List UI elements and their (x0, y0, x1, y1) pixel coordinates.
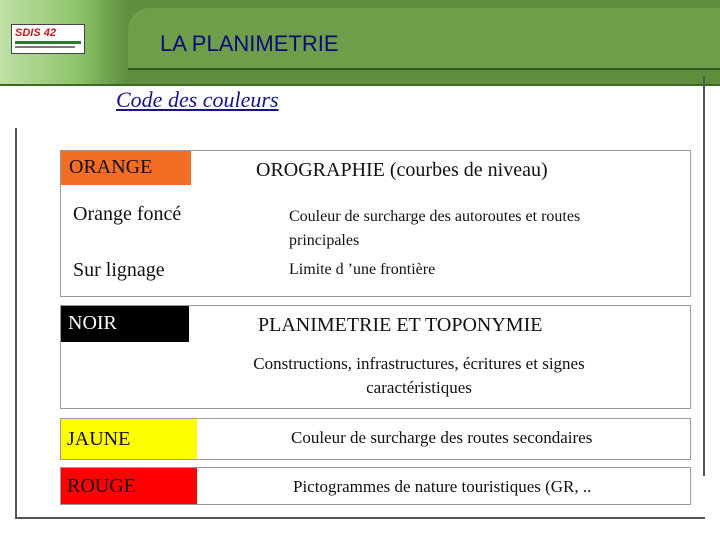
rouge-section (60, 467, 691, 505)
subtitle: Code des couleurs (116, 87, 279, 112)
jaune-tag-label: JAUNE (67, 428, 131, 450)
noir-text: Constructions, infrastructures, écritures et signes caractéristiques (253, 354, 585, 397)
logo-stripe (15, 41, 81, 44)
jaune-swatch (61, 419, 197, 459)
frame-left-border (15, 128, 17, 518)
orange-row-1-label: Orange foncé (73, 203, 182, 225)
orange-row-1-text: Couleur de surcharge des autoroutes et routes principales (289, 208, 581, 249)
sdis-logo (11, 24, 85, 54)
noir-section (60, 305, 691, 409)
noir-heading: PLANIMETRIE ET TOPONYMIE (258, 314, 543, 336)
orange-row-2-text: Limite d ’une frontière (289, 261, 436, 278)
logo-fine-print (15, 46, 75, 48)
orange-swatch (61, 151, 191, 185)
page-title: LA PLANIMETRIE (160, 31, 339, 56)
frame-right-border (703, 76, 705, 476)
orange-section (60, 150, 691, 297)
rouge-swatch (61, 468, 197, 504)
rouge-text: Pictogrammes de nature touristiques (GR, .. (293, 477, 592, 496)
jaune-section (60, 418, 691, 460)
orange-heading: OROGRAPHIE (courbes de niveau) (256, 159, 548, 181)
noir-tag-label: NOIR (68, 312, 117, 334)
orange-row-2-label: Sur lignage (73, 259, 165, 281)
rouge-tag-label: ROUGE (67, 475, 136, 497)
orange-tag-label: ORANGE (69, 156, 153, 178)
header-banner (0, 0, 720, 86)
noir-swatch (61, 306, 189, 342)
frame-bottom-border (15, 517, 705, 519)
logo-text: SDIS 42 (15, 27, 56, 39)
jaune-text: Couleur de surcharge des routes secondaires (291, 428, 593, 447)
